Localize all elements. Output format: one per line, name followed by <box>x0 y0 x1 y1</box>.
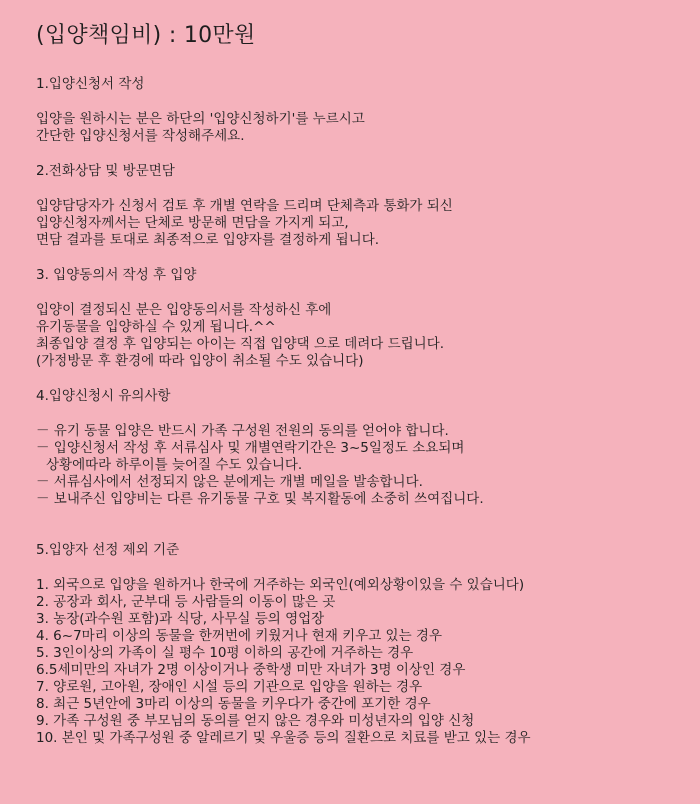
body-line: 입양담당자가 신청서 검토 후 개별 연락을 드리며 단체측과 통화가 되신 <box>36 198 453 214</box>
body-line: 면담 결과를 토대로 최종적으로 입양자를 결정하게 됩니다. <box>36 232 380 248</box>
section-body <box>36 423 680 508</box>
list-item: 8. 최근 5년안에 3마리 이상의 동물을 키우다가 중간에 포기한 경우 <box>36 696 431 712</box>
section-heading: 2.전화상담 및 방문면담 <box>36 163 175 179</box>
body-line: 최종입양 결정 후 입양되는 아이는 직접 입양댁 으로 데려다 드립니다. <box>36 336 445 352</box>
list-item: 2. 공장과 회사, 군부대 등 사람들의 이동이 많은 곳 <box>36 594 336 610</box>
list-item: 3. 농장(과수원 포함)과 식당, 사무실 등의 영업장 <box>36 611 325 627</box>
list-item: 7. 양로원, 고아원, 장애인 시설 등의 기관으로 입양을 원하는 경우 <box>36 679 423 695</box>
body-line: － 보내주신 입양비는 다른 유기동물 구호 및 복지활동에 소중히 쓰여집니다. <box>36 491 484 507</box>
section-exclusion-criteria <box>36 542 680 747</box>
list-item: 5. 3인이상의 가족이 실 평수 10평 이하의 공간에 거주하는 경우 <box>36 645 414 661</box>
body-line: 입양을 원하시는 분은 하단의 '입양신청하기'를 누르시고 <box>36 111 365 127</box>
list-item: 1. 외국으로 입양을 원하거나 한국에 거주하는 외국인(예외상황이있을 수 있습니다) <box>36 577 525 593</box>
list-item: 4. 6~7마리 이상의 동물을 한꺼번에 키웠거나 현재 키우고 있는 경우 <box>36 628 443 644</box>
list-item: 10. 본인 및 가족구성원 중 알레르기 및 우울증 등의 질환으로 치료를 받고 있는 경우 <box>36 730 531 746</box>
body-line: － 서류심사에서 선정되지 않은 분에게는 개별 메일을 발송합니다. <box>36 474 423 490</box>
section-application <box>36 76 680 145</box>
body-line: (가정방문 후 환경에 따라 입양이 취소될 수도 있습니다) <box>36 353 364 369</box>
section-heading: 5.입양자 선정 제외 기준 <box>36 542 180 558</box>
body-line: 상황에따라 하루이틀 늦어질 수도 있습니다. <box>46 457 303 473</box>
section-body <box>36 111 680 145</box>
section-notes <box>36 388 680 508</box>
body-line: 유기동물을 입양하실 수 있게 됩니다.^^ <box>36 319 276 335</box>
section-body <box>36 577 680 747</box>
section-body <box>36 302 680 370</box>
section-heading: 4.입양신청시 유의사항 <box>36 388 171 404</box>
section-agreement <box>36 267 680 370</box>
body-line: 입양신청자께서는 단체로 방문해 면담을 가지게 되고, <box>36 215 349 231</box>
section-heading: 1.입양신청서 작성 <box>36 76 145 92</box>
section-body <box>36 198 680 249</box>
section-heading: 3. 입양동의서 작성 후 입양 <box>36 267 197 283</box>
list-item: 6.5세미만의 자녀가 2명 이상이거나 중학생 미만 자녀가 3명 이상인 경우 <box>36 662 466 678</box>
body-line: － 유기 동물 입양은 반드시 가족 구성원 전원의 동의를 얻어야 합니다. <box>36 423 449 439</box>
list-item: 9. 가족 구성원 중 부모님의 동의를 얻지 않은 경우와 미성년자의 입양 신청 <box>36 713 475 729</box>
body-line: 입양이 결정되신 분은 입양동의서를 작성하신 후에 <box>36 302 332 318</box>
body-line: － 입양신청서 작성 후 서류심사 및 개별연락기간은 3~5일정도 소요되며 <box>36 440 465 456</box>
page-title: (입양책임비) : 10만원 <box>36 23 256 48</box>
section-interview <box>36 163 680 249</box>
body-line: 간단한 입양신청서를 작성해주세요. <box>36 128 245 144</box>
